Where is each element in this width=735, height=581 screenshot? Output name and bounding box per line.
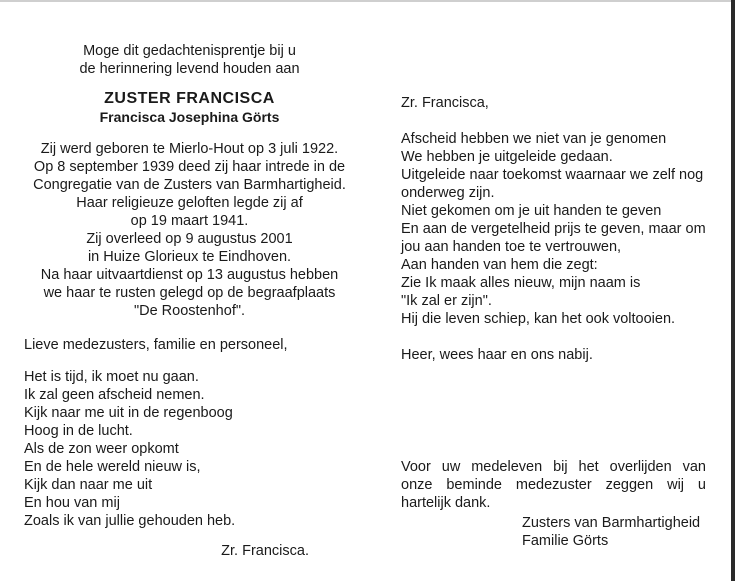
intro-line: de herinnering levend houden aan [79, 61, 300, 77]
deceased-full-name: Francisca Josephina Görts [99, 109, 280, 125]
bio-line: we haar te rusten gelegd op de begraafplaats [43, 285, 336, 301]
left-poem [22, 368, 357, 530]
poem-line: Afscheid hebben we niet van je genomen [401, 131, 667, 147]
bio-line: Haar religieuze geloften legde zij af [76, 195, 303, 211]
right-poem [401, 130, 711, 328]
bio-line: in Huize Glorieux te Eindhoven. [87, 249, 292, 265]
left-page [22, 42, 357, 560]
thanks-line: onze beminde medezuster zeggen wij u [401, 477, 706, 493]
poem-line: Aan handen van hem die zegt: [401, 257, 598, 273]
poem-line: Zoals ik van jullie gehouden heb. [24, 513, 236, 529]
intro-text [22, 42, 357, 78]
thanks-line: hartelijk dank. [401, 495, 491, 511]
signatory: Familie Görts [522, 533, 609, 549]
signatories [522, 514, 706, 550]
bio-line: "De Roostenhof". [133, 303, 246, 319]
poem-line: "Ik zal er zijn". [401, 293, 492, 309]
bio-line: Zij werd geboren te Mierlo-Hout op 3 juli 1922. [40, 141, 339, 157]
bio-line: op 19 maart 1941. [130, 213, 249, 229]
poem-line: Niet gekomen om je uit handen te geven [401, 203, 662, 219]
poem-line: Ik zal geen afscheid nemen. [24, 387, 205, 403]
thanks-section [401, 458, 706, 550]
bio-line: Zij overleed op 9 augustus 2001 [86, 231, 293, 247]
signatory: Zusters van Barmhartigheid [522, 515, 701, 531]
bio-line: Na haar uitvaartdienst op 13 augustus hebben [40, 267, 339, 283]
poem-line: Kijk dan naar me uit [24, 477, 153, 493]
poem-line: jou aan handen toe te vertrouwen, [401, 239, 622, 255]
intro-line: Moge dit gedachtenisprentje bij u [83, 43, 296, 59]
poem-line: Hij die leven schiep, kan het ook voltooien. [401, 311, 676, 327]
left-greeting: Lieve medezusters, familie en personeel, [24, 337, 288, 353]
left-signature: Zr. Francisca. [221, 543, 309, 559]
bio-line: Op 8 september 1939 deed zij haar intrede in de [33, 159, 346, 175]
thanks-line: Voor uw medeleven bij het overlijden van [401, 459, 706, 475]
poem-line: Uitgeleide naar toekomst waarnaar we zelf nog [401, 167, 704, 183]
right-page [401, 94, 711, 364]
page-edge-top [0, 0, 735, 2]
poem-line: Hoog in de lucht. [24, 423, 133, 439]
biography [22, 140, 357, 320]
deceased-title: ZUSTER FRANCISCA [104, 90, 275, 107]
poem-line: Als de zon weer opkomt [24, 441, 179, 457]
poem-line: We hebben je uitgeleide gedaan. [401, 149, 613, 165]
poem-line: En hou van mij [24, 495, 120, 511]
poem-line: Zie Ik maak alles nieuw, mijn naam is [401, 275, 641, 291]
right-prayer: Heer, wees haar en ons nabij. [401, 347, 593, 363]
right-greeting: Zr. Francisca, [401, 95, 489, 111]
poem-line: Kijk naar me uit in de regenboog [24, 405, 233, 421]
bio-line: Congregatie van de Zusters van Barmhartigheid. [33, 177, 346, 193]
poem-line: Het is tijd, ik moet nu gaan. [24, 369, 199, 385]
page-edge-right [731, 0, 735, 581]
poem-line: onderweg zijn. [401, 185, 495, 201]
poem-line: En de hele wereld nieuw is, [24, 459, 201, 475]
poem-line: En aan de vergetelheid prijs te geven, maar om [401, 221, 706, 237]
